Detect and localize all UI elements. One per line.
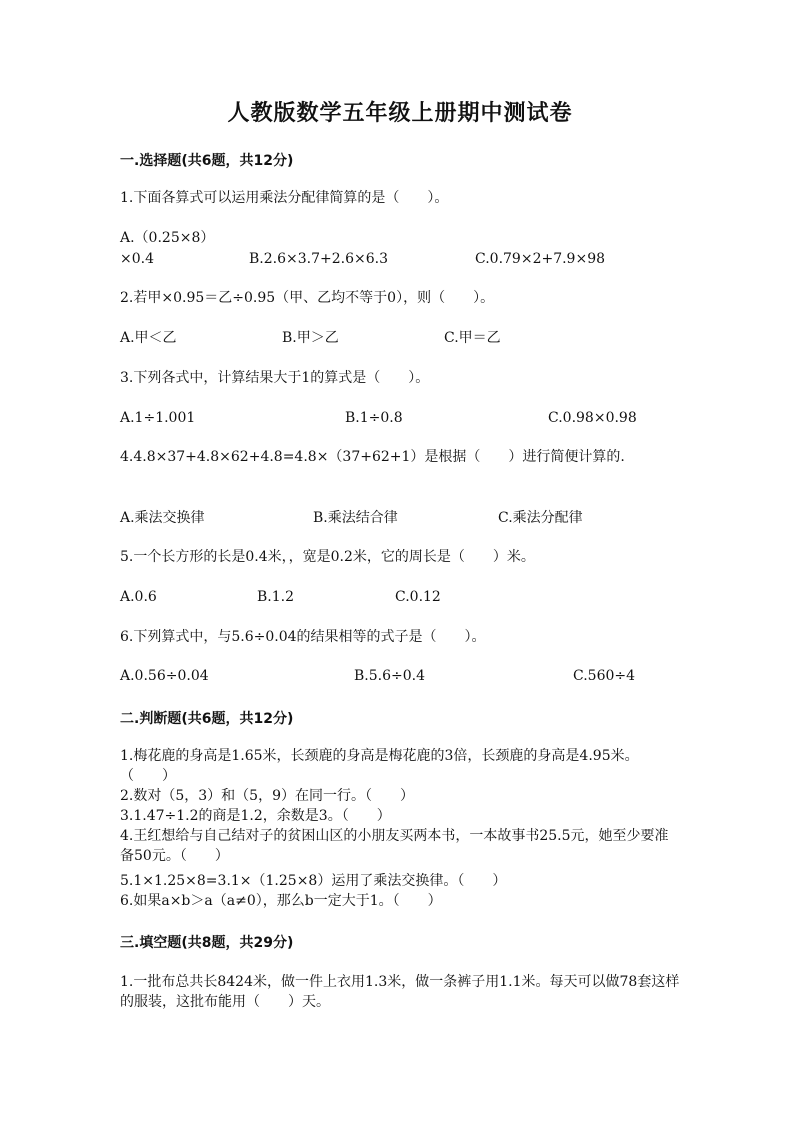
section-heading-fill-blank: 三.填空题(共8题，共29分) [120, 935, 294, 951]
option-a-continued: ×0.4 [120, 251, 154, 267]
fill-blank-item: 1.一批布总共长8424米，做一件上衣用1.3米，做一条裤子用1.1米。每天可以做78套这样的服装，这批布能用（ ）天。 [120, 974, 680, 1010]
question-stem: 1.下面各算式可以运用乘法分配律简算的是（ ）。 [120, 190, 449, 206]
option-c: C.0.79×2+7.9×98 [475, 251, 606, 267]
question-stem: 4.4.8×37+4.8×62+4.8=4.8×（37+62+1）是根据（ ）进行简便计算的. [120, 449, 625, 465]
question-stem: 3.下列各式中，计算结果大于1的算式是（ ）。 [120, 370, 430, 386]
option-b: B.乘法结合律 [313, 510, 398, 526]
page-title: 人教版数学五年级上册期中测试卷 [227, 101, 573, 126]
question-stem: 6.下列算式中，与5.6÷0.04的结果相等的式子是（ ）。 [120, 629, 486, 645]
option-c: C.0.98×0.98 [548, 410, 637, 426]
option-c: C.乘法分配律 [498, 510, 583, 526]
section-heading-choice: 一.选择题(共6题，共12分) [120, 153, 294, 169]
section-heading-judgement: 二.判断题(共6题，共12分) [120, 711, 294, 727]
option-b: B.5.6÷0.4 [354, 668, 425, 684]
option-a: A.1÷1.001 [120, 410, 196, 426]
option-b: B.1÷0.8 [345, 410, 403, 426]
option-c: C.甲＝乙 [444, 330, 501, 346]
judgement-item: 3.1.47÷1.2的商是1.2，余数是3。（ ） [120, 808, 391, 824]
question-stem: 2.若甲×0.95＝乙÷0.95（甲、乙均不等于0），则（ ）。 [120, 290, 495, 306]
option-b: B.1.2 [257, 589, 295, 605]
option-a: A.乘法交换律 [120, 510, 205, 526]
option-a: A.0.6 [120, 589, 157, 605]
option-b: B.2.6×3.7+2.6×6.3 [249, 251, 388, 267]
option-b: B.甲＞乙 [282, 330, 339, 346]
judgement-item: 1.梅花鹿的身高是1.65米，长颈鹿的身高是梅花鹿的3倍，长颈鹿的身高是4.95米。（ ） [120, 748, 639, 784]
option-c: C.560÷4 [573, 668, 636, 684]
option-c: C.0.12 [395, 589, 441, 605]
judgement-item: 2.数对（5，3）和（5，9）在同一行。（ ） [120, 788, 414, 804]
option-a: A.（0.25×8） [120, 230, 215, 246]
option-a: A.0.56÷0.04 [120, 668, 209, 684]
judgement-item: 6.如果a×b＞a（a≠0），那么b一定大于1。（ ） [120, 893, 442, 909]
judgement-item: 4.王红想给与自己结对子的贫困山区的小朋友买两本书，一本故事书25.5元，她至少要准备50元。（ ） [120, 828, 669, 864]
option-a: A.甲＜乙 [120, 330, 177, 346]
judgement-item: 5.1×1.25×8=3.1×（1.25×8）运用了乘法交换律。（ ） [120, 873, 507, 889]
question-stem: 5.一个长方形的长是0.4米，，宽是0.2米，它的周长是（ ）米。 [120, 549, 535, 565]
